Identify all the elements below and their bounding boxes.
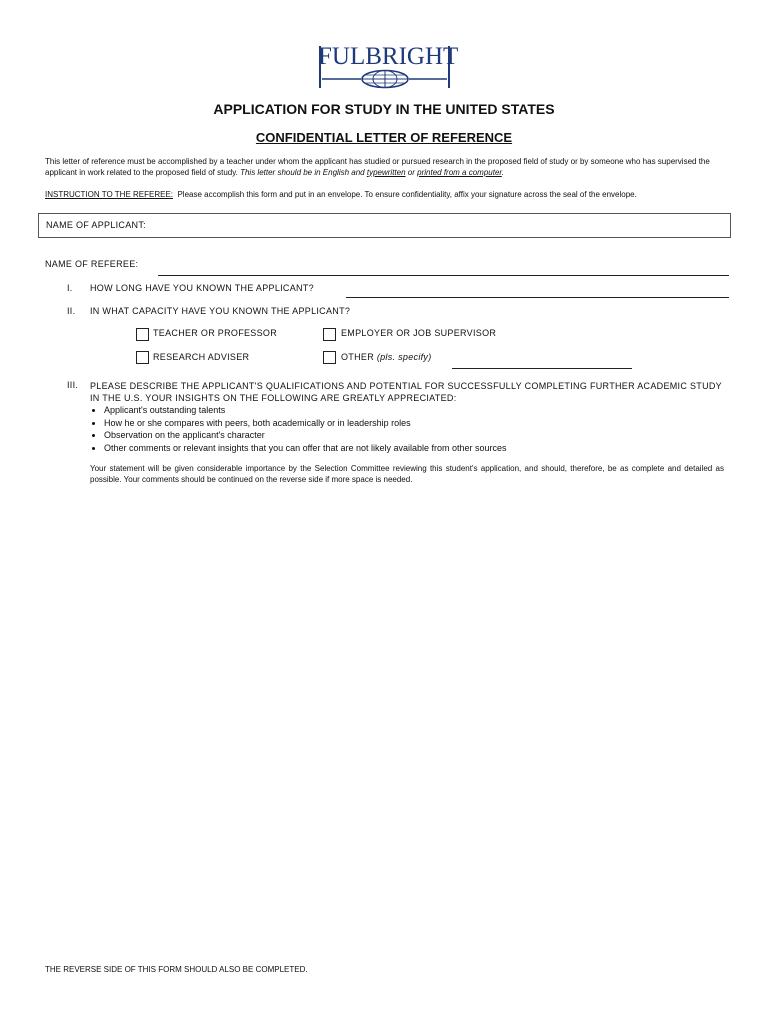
referee-name-label: NAME OF REFEREE: [45, 259, 139, 269]
intro-italic-a: This letter should be in English and [240, 167, 365, 177]
employer-checkbox[interactable] [323, 328, 336, 341]
employer-option-label: EMPLOYER OR JOB SUPERVISOR [341, 328, 497, 338]
other-label: OTHER [341, 352, 374, 362]
question-3-label: PLEASE DESCRIBE THE APPLICANT'S QUALIFICATIONS AND POTENTIAL FOR SUCCESSFULLY COMPLETING FURTHER ACADEMIC STUDY IN THE U.S. YOUR INSIGHTS ON THE FOLLOWING ARE GREATLY APPRECIATED: [90, 381, 722, 403]
teacher-option-label: TEACHER OR PROFESSOR [153, 328, 278, 338]
question-1-label: HOW LONG HAVE YOU KNOWN THE APPLICANT? [90, 283, 314, 293]
teacher-checkbox[interactable] [136, 328, 149, 341]
instruction-text: Please accomplish this form and put in an envelope. To ensure confidentiality, affix your signature across the seal of the envelope. [177, 190, 637, 199]
research-adviser-checkbox[interactable] [136, 351, 149, 364]
applicant-name-label: NAME OF APPLICANT: [46, 220, 146, 230]
question-1-answer-field[interactable] [346, 297, 729, 298]
insight-item: • Other comments or relevant insights that you can offer that are not likely available from other sources [104, 442, 724, 455]
referee-name-field[interactable] [158, 275, 729, 276]
insight-list [90, 404, 724, 454]
footer-note: THE REVERSE SIDE OF THIS FORM SHOULD ALSO BE COMPLETED. [45, 965, 308, 974]
form-subtitle: CONFIDENTIAL LETTER OF REFERENCE [255, 130, 513, 145]
other-checkbox[interactable] [323, 351, 336, 364]
intro-typewritten: typewritten [366, 167, 406, 177]
intro-end: . [501, 167, 505, 177]
statement-note: Your statement will be given considerable importance by the Selection Committee reviewing this student's application, and should, therefore, be as complete and detailed as possible. Your comments should be continued on the reverse side if more space is needed. [90, 464, 724, 484]
instruction-label: INSTRUCTION TO THE REFEREE: [45, 190, 174, 199]
insight-item: • Observation on the applicant's character [104, 429, 724, 442]
logo-wordmark: FULBRIGHT [318, 43, 459, 70]
globe-icon [318, 43, 459, 90]
fulbright-logo [318, 43, 459, 90]
question-1-number: I. [67, 283, 73, 293]
other-option-label [341, 352, 432, 362]
other-note: (pls. specify) [376, 352, 432, 362]
intro-italic-b: or [407, 167, 415, 177]
intro-paragraph [45, 157, 725, 178]
question-2-label: IN WHAT CAPACITY HAVE YOU KNOWN THE APPLICANT? [90, 306, 351, 316]
insight-item: • Applicant's outstanding talents [104, 404, 724, 417]
question-3-number: III. [67, 380, 79, 390]
form-title: APPLICATION FOR STUDY IN THE UNITED STATES [213, 101, 555, 117]
research-adviser-option-label: RESEARCH ADVISER [153, 352, 250, 362]
intro-printed: printed from a computer [417, 167, 502, 177]
other-specify-field[interactable] [452, 368, 632, 369]
intro-text: This letter of reference must be accomplished by a teacher under whom the applicant has studied or pursued research in the proposed field of study or by someone who has supervised the applicant in work related to the proposed field of study. [45, 157, 710, 177]
insight-item: • How he or she compares with peers, both academically or in leadership roles [104, 417, 724, 430]
question-2-number: II. [67, 306, 76, 316]
instruction-paragraph [45, 190, 725, 201]
applicant-name-box[interactable] [38, 213, 731, 238]
